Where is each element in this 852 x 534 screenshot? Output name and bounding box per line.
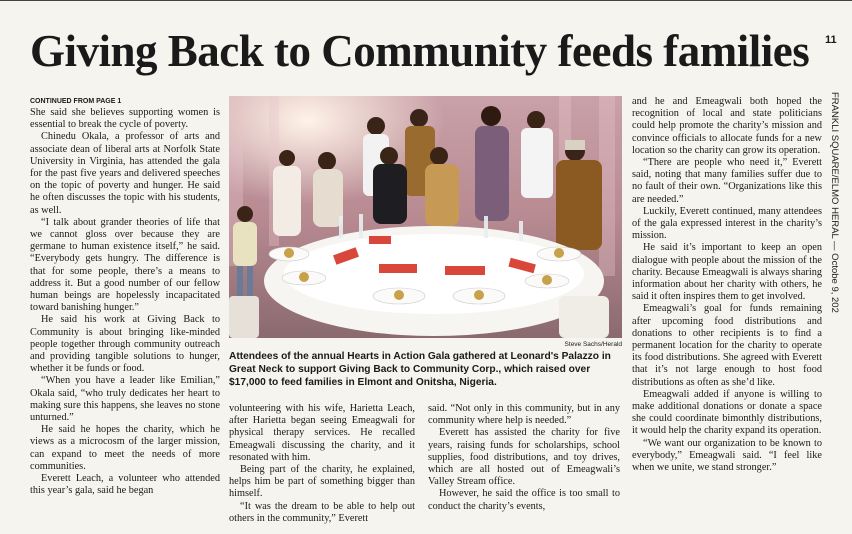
paragraph: Everett Leach, a volunteer who attended this year’s gala, said he began [30, 473, 220, 497]
gala-photo [229, 96, 622, 338]
paragraph: and he and Emeagwali both hoped the recognition of local and state politicians could help promote the charity’s mission and convince officials to allocate funds for a new location so the charity can grow its operation. [632, 96, 822, 156]
paragraph: Emeagwali’s goal for funds remaining after upcoming food distributions and donations to other recipients is to find a permanent location for the charity to operate its food distributions. She agreed with Everett that it’s not large enough to host food distributions as often as she’d like. [632, 303, 822, 388]
paragraph: She said she believes supporting women is essential to break the cycle of poverty. [30, 107, 220, 131]
article-column-3 [428, 403, 620, 513]
paragraph: He said his work at Giving Back to Community is about bringing like-minded people together through community outreach and providing tangible solutions to hunger, whether it be funds or food. [30, 314, 220, 375]
paragraph: He said it’s important to keep an open dialogue with people about the mission of the charity. Because Emeagwali is always sharing information about her charity with others, he said it often inspires them to get involved. [632, 242, 822, 303]
headline: Giving Back to Community feeds families [30, 26, 810, 76]
paragraph: Luckily, Everett continued, many attendees of the gala expressed interest in the charity’s mission. [632, 205, 822, 242]
paragraph: said. “Not only in this community, but in any community where help is needed.” [428, 403, 620, 427]
paragraph: Emeagwali added if anyone is willing to make additional donations or donate a space she could coordinate bimonthly distributions, it would help the charity expand its operation. [632, 388, 822, 437]
top-rule [0, 0, 852, 1]
photo-credit: Steve Sachs/Herald [564, 341, 622, 348]
paragraph: “I talk about grander theories of life that we cannot gloss over because they are germane to human existence itself,” he said. “Everybody gets hungry. The difference is that for some people, there’s a means to address it. But a good number of our fellow human beings are hopelessly incapacitated toward banishing hunger.” [30, 216, 220, 314]
paragraph: “There are people who need it,” Everett said, noting that many families suffer due to no fault of their own. “Organizations like this are needed.” [632, 157, 822, 205]
continued-from-label: CONTINUED FROM PAGE 1 [30, 98, 122, 105]
paragraph: He said he hopes the charity, which he views as a microcosm of the larger mission, can expand to meet the needs of more communities. [30, 424, 220, 472]
paragraph: Being part of the charity, he explained, helps him be part of something bigger than himself. [229, 464, 415, 500]
paragraph: Everett has assisted the charity for five years, raising funds for scholarships, school supplies, food distributions, and toy drives, which are all hosted out of Emeagwali’s Valley Stream office. [428, 427, 620, 488]
paragraph: “It was the dream to be able to help out others in the community,” Everett [229, 500, 415, 524]
article-column-1 [30, 97, 220, 498]
gala-photo-illustration [229, 96, 622, 338]
paragraph: “When you have a leader like Emilian,” Okala said, “who truly dedicates her heart to making sure this happens, she leaves no stone unturned.” [30, 375, 220, 424]
photo-caption: Attendees of the annual Hearts in Action Gala gathered at Leonard's Palazzo in Great Neck to support Giving Back to Community Corp., which raised over $17,000 to feed families in Elmont and Onitsha, Nigeria. [229, 351, 611, 388]
paragraph: volunteering with his wife, Harietta Leach, after Harietta began seeing Emeagwali for physical therapy services. He recalled Emeagwali discussing the charity, and it resonated with him. [229, 403, 415, 463]
running-head: FRANKLI SQUARE/ELMO HERAL — Octobe 9, 202 [829, 92, 840, 313]
article-column-2 [229, 403, 415, 525]
page-number: 11 [825, 34, 837, 46]
paragraph: However, he said the office is too small to conduct the charity’s events, [428, 488, 620, 512]
article-column-4 [632, 96, 822, 474]
paragraph: “We want our organization to be known to everybody,” Emeagwali said. “I feel like when we unite, we stand stronger.” [632, 437, 822, 474]
paragraph: Chinedu Okala, a professor of arts and associate dean of liberal arts at Norfolk State University in Virginia, has attended the gala for the past five years and delivered speeches on the topic of poverty and hunger. He said he often discusses the topic with his students, as well. [30, 131, 220, 216]
